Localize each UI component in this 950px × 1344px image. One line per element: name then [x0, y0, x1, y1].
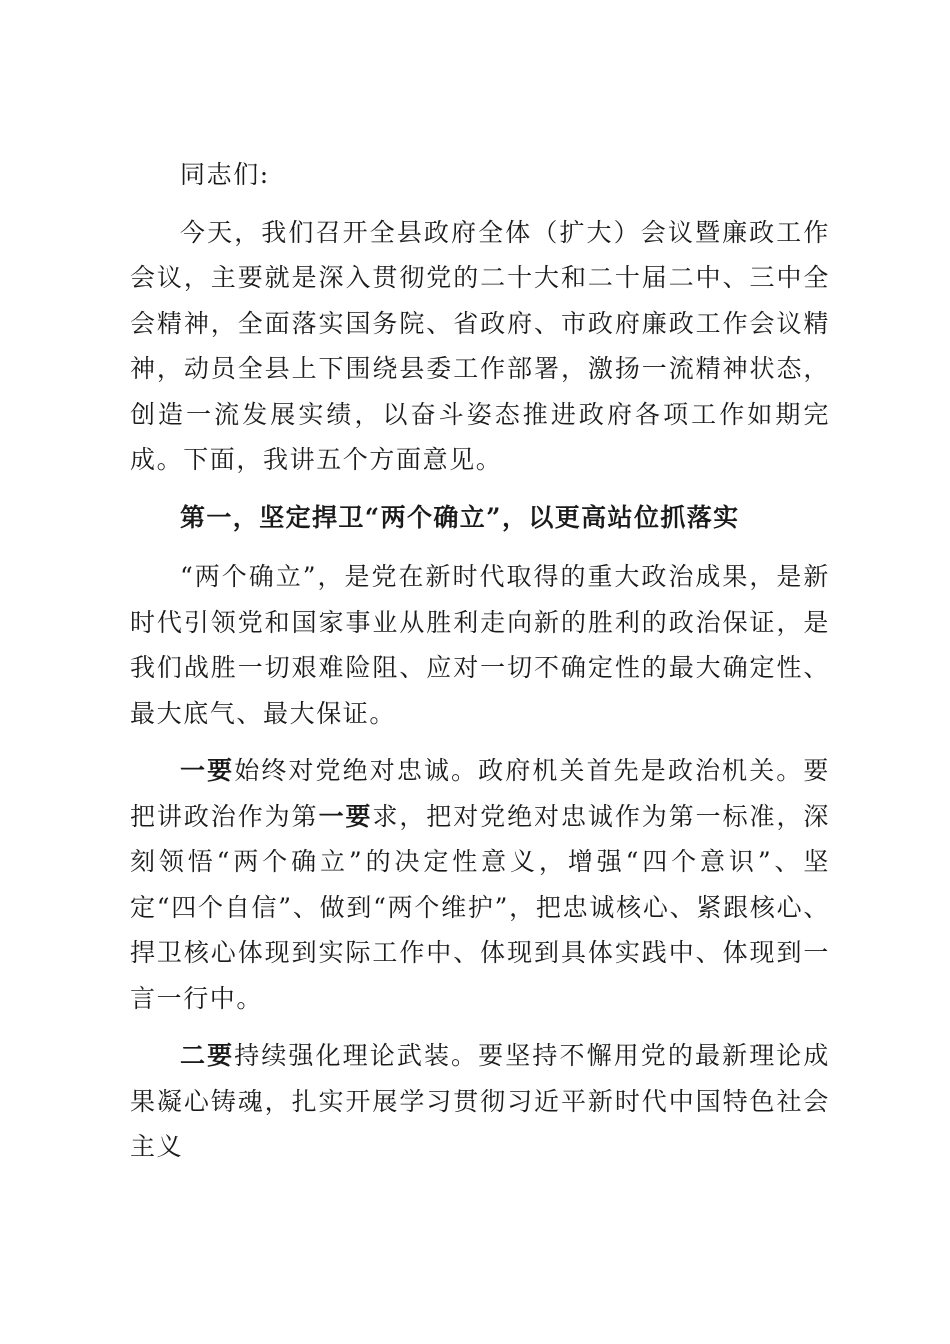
- section-body-paragraph: “两个确立”，是党在新时代取得的重大政治成果，是新时代引领党和国家事业从胜利走向新的胜利的政治保证，是我们战胜一切艰难险阻、应对一切不确定性的最大确定性、最大底气、最大保证。: [130, 562, 830, 728]
- item-lead-1: 一要: [180, 756, 235, 785]
- item-text-1b: 求，把对党绝对忠诚作为第一标准，深刻领悟“两个确立”的决定性意义，增强“四个意识”、坚定“四个自信”、做到“两个维护”，把忠诚核心、紧跟核心、捍卫核心体现到实际工作中、体现到具体实践中、体现到一言一行中。: [130, 801, 831, 1013]
- salutation: 同志们:: [180, 160, 270, 189]
- intro-paragraph: 今天，我们召开全县政府全体（扩大）会议暨廉政工作会议，主要就是深入贯彻党的二十大和二十届二中、三中全会精神，全面落实国务院、省政府、市政府廉政工作会议精神，动员全县上下围绕县委工作部署，激扬一流精神状态，创造一流发展实绩，以奋斗姿态推进政府各项工作如期完成。下面，我讲五个方面意见。: [130, 217, 830, 474]
- item-lead-2: 二要: [180, 1041, 235, 1070]
- item-paragraph-2: [130, 1033, 830, 1170]
- item-paragraph-1: [130, 748, 830, 1021]
- item-bold-mid: 一要: [318, 801, 373, 831]
- section-heading: 第一，坚定捍卫“两个确立”，以更高站位抓落实: [180, 502, 740, 532]
- item-text-1a: 始终对党绝对忠诚。政府机关首先是政治机关。要把讲政治作为第: [130, 756, 831, 831]
- document-body: [130, 152, 830, 1182]
- item-text-2: 持续强化理论武装。要坚持不懈用党的最新理论成果凝心铸魂，扎实开展学习贯彻习近平新时代中国特色社会主义: [130, 1041, 831, 1161]
